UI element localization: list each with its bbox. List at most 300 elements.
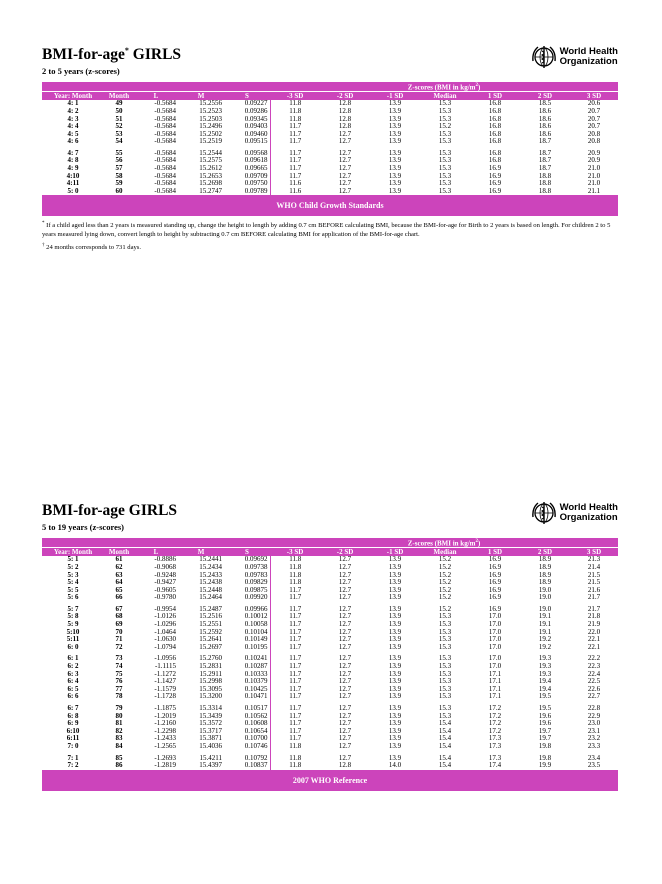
- table-cell: 0.09875: [244, 585, 268, 594]
- table-cell: 15.2487: [199, 604, 222, 613]
- table-cell: 21.5: [587, 570, 601, 579]
- growth-table-page-1: [42, 44, 618, 254]
- table-row: [42, 686, 618, 694]
- table-cell: 6: 9: [67, 719, 79, 728]
- table-row: [42, 556, 618, 564]
- table-cell: -1.1427: [154, 677, 176, 686]
- table-cell: 15.4211: [199, 753, 222, 762]
- table-cell: 23.1: [587, 726, 601, 735]
- table-cell: 16.9: [488, 604, 502, 613]
- table-cell: 13.9: [388, 148, 402, 157]
- table-cell: 78: [115, 692, 123, 701]
- column-header: Median: [420, 548, 470, 557]
- table-cell: 20.9: [587, 156, 601, 165]
- table-cell: 19.4: [538, 677, 552, 686]
- table-cell: 19.3: [538, 654, 552, 663]
- table-cell: 15.3: [438, 704, 452, 713]
- table-cell: 0.10149: [244, 635, 268, 644]
- table-cell: 83: [115, 734, 123, 743]
- title-row: [42, 500, 618, 538]
- table-row: [42, 564, 618, 572]
- column-header: Year: Month: [42, 92, 104, 101]
- table-row: [42, 663, 618, 671]
- column-header: M: [178, 548, 224, 557]
- footnote: [42, 220, 618, 239]
- table-cell: 0.10333: [244, 669, 268, 678]
- who-emblem-icon: [531, 44, 557, 70]
- table-cell: 11.8: [270, 572, 320, 580]
- table-cell: 6: 0: [67, 642, 79, 651]
- table-cell: 12.7: [338, 654, 352, 663]
- table-cell: 19.8: [538, 741, 552, 750]
- table-cell: 73: [115, 654, 123, 663]
- table-cell: 13.9: [388, 642, 402, 651]
- table-cell: 12.7: [338, 753, 352, 762]
- table-row: [42, 138, 618, 146]
- table-row: [42, 636, 618, 644]
- table-cell: 12.7: [338, 627, 352, 636]
- title-suffix: GIRLS: [124, 502, 178, 520]
- table-cell: 11.7: [270, 686, 320, 694]
- table-cell: -1.2160: [154, 719, 176, 728]
- table-cell: 15.2523: [199, 106, 222, 115]
- table-row: [42, 100, 618, 108]
- column-header: Year: Month: [42, 548, 104, 557]
- table-row: [42, 116, 618, 124]
- table-cell: 13.9: [388, 654, 402, 663]
- table-cell: 12.8: [338, 122, 352, 131]
- table-cell: 12.7: [338, 635, 352, 644]
- table-cell: 13.9: [388, 753, 402, 762]
- table-cell: 12.7: [338, 562, 352, 571]
- table-cell: 12.7: [338, 555, 352, 564]
- column-header: L: [134, 92, 178, 101]
- header-spacer: [42, 82, 270, 92]
- table-cell: 77: [115, 684, 123, 693]
- table-cell: 18.6: [538, 114, 552, 123]
- table-cell: 13.9: [388, 612, 402, 621]
- table-cell: 60: [104, 188, 134, 196]
- title-text: BMI-for-age: [42, 46, 125, 64]
- table-cell: -1.2019: [154, 711, 176, 720]
- table-cell: 15.2519: [199, 137, 222, 146]
- table-cell: 62: [115, 562, 123, 571]
- table-cell: 17.0: [488, 642, 502, 651]
- column-header: L: [134, 548, 178, 557]
- table-cell: 13.9: [388, 635, 402, 644]
- table-cell: 13.9: [388, 122, 402, 131]
- column-header: S: [224, 548, 270, 557]
- table-cell: 11.8: [270, 108, 320, 116]
- table-cell: 12.8: [338, 114, 352, 123]
- column-header: Month: [104, 92, 134, 101]
- table-cell: 15.4: [438, 719, 452, 728]
- table-cell: 5: 9: [67, 620, 79, 629]
- table-cell: 15.3: [438, 711, 452, 720]
- table-row: [42, 629, 618, 637]
- table-cell: 15.4: [438, 734, 452, 743]
- table-row: [42, 180, 618, 188]
- table-cell: 12.8: [320, 762, 370, 770]
- table-cell: 0.10792: [244, 753, 268, 762]
- table-cell: 15.3200: [199, 692, 222, 701]
- footnote-text: 24 months corresponds to 731 days.: [44, 243, 142, 251]
- table-cell: 15.3: [420, 188, 470, 196]
- table-cell: 11.7: [270, 587, 320, 595]
- table-cell: -0.5684: [154, 171, 176, 180]
- table-cell: -0.5684: [154, 122, 176, 131]
- table-cell: 85: [115, 753, 123, 762]
- table-cell: 17.4: [470, 762, 520, 770]
- table-cell: 11.7: [270, 173, 320, 181]
- column-header: M: [178, 92, 224, 101]
- table-cell: 15.2697: [199, 642, 222, 651]
- zscore-header-close: ): [477, 83, 481, 92]
- table-cell: 16.8: [488, 137, 502, 146]
- table-cell: 15.2575: [199, 156, 222, 165]
- table-cell: 4: 9: [67, 164, 79, 173]
- table-cell: 16.8: [488, 129, 502, 138]
- table-cell: -1.0464: [154, 627, 176, 636]
- table-cell: 11.7: [270, 728, 320, 736]
- table-cell: 0.09618: [244, 156, 268, 165]
- table-cell: 5: 3: [67, 570, 79, 579]
- table-cell: 4:11: [66, 179, 80, 188]
- table-cell: -1.1272: [154, 669, 176, 678]
- table-cell: 13.9: [388, 555, 402, 564]
- table-cell: 11.7: [270, 720, 320, 728]
- table-cell: 19.2: [538, 642, 552, 651]
- table-cell: 16.9: [470, 188, 520, 196]
- table-cell: 15.2: [438, 578, 452, 587]
- zscore-header-sup: 2: [475, 83, 478, 88]
- page-subtitle: 5 to 19 years (z-scores): [42, 522, 124, 532]
- table-cell: 17.3: [488, 753, 502, 762]
- table-cell: 4: 6: [67, 137, 79, 146]
- table-cell: 16.8: [488, 106, 502, 115]
- table-cell: 15.2448: [199, 585, 222, 594]
- table-cell: 69: [115, 620, 123, 629]
- table-cell: 11.8: [270, 579, 320, 587]
- table-cell: -1.1728: [154, 692, 176, 701]
- table-cell: 13.9: [388, 562, 402, 571]
- table-cell: 79: [115, 704, 123, 713]
- table-cell: 64: [115, 578, 123, 587]
- table-cell: 18.8: [520, 188, 570, 196]
- table-cell: 11.7: [270, 671, 320, 679]
- table-cell: 18.5: [538, 99, 552, 108]
- table-cell: 19.7: [538, 734, 552, 743]
- table-cell: 17.0: [488, 662, 502, 671]
- table-cell: -0.5684: [154, 99, 176, 108]
- table-cell: 15.2760: [199, 654, 222, 663]
- table-cell: 5:11: [66, 635, 80, 644]
- table-cell: 22.5: [587, 677, 601, 686]
- table-cell: 5: 4: [67, 578, 79, 587]
- table-cell: 15.3: [438, 148, 452, 157]
- table-cell: 17.0: [488, 620, 502, 629]
- table-row: [42, 602, 618, 614]
- table-cell: 11.7: [270, 651, 320, 663]
- table-cell: 50: [115, 106, 123, 115]
- table-row: [42, 188, 618, 196]
- table-cell: 17.1: [488, 669, 502, 678]
- table-cell: 0.09920: [244, 593, 268, 602]
- table-cell: 13.9: [388, 669, 402, 678]
- table-cell: 11.8: [270, 762, 320, 770]
- table-cell: 82: [115, 726, 123, 735]
- table-cell: -1.2693: [154, 753, 176, 762]
- table-cell: 15.2612: [199, 164, 222, 173]
- title-footnote-mark: *: [124, 46, 129, 55]
- table-cell: 13.9: [388, 593, 402, 602]
- table-cell: 19.6: [538, 719, 552, 728]
- table-cell: 16.9: [488, 562, 502, 571]
- table-cell: 21.3: [587, 555, 601, 564]
- table-cell: 20.7: [587, 106, 601, 115]
- table-cell: 6: 6: [67, 692, 79, 701]
- table-cell: 23.3: [587, 741, 601, 750]
- table-cell: 18.7: [538, 164, 552, 173]
- table-cell: -1.0630: [154, 635, 176, 644]
- table-cell: 15.2: [438, 593, 452, 602]
- table-cell: 7: 2: [42, 762, 104, 770]
- table-cell: 18.9: [538, 570, 552, 579]
- table-cell: 0.10608: [244, 719, 268, 728]
- table-cell: 0.10517: [244, 704, 268, 713]
- table-row: [42, 651, 618, 663]
- table-cell: 19.8: [538, 753, 552, 762]
- table-cell: 15.4036: [199, 741, 222, 750]
- table-row: [42, 572, 618, 580]
- table-cell: 55: [115, 148, 123, 157]
- table-cell: 0.10700: [244, 734, 268, 743]
- table-cell: 15.2747: [178, 188, 224, 196]
- table-cell: 16.9: [488, 570, 502, 579]
- table-cell: 15.2: [438, 122, 452, 131]
- table-cell: 15.2464: [199, 593, 222, 602]
- table-cell: 49: [115, 99, 123, 108]
- who-logo-text: [560, 47, 618, 67]
- table-cell: 11.7: [270, 678, 320, 686]
- table-cell: -0.5684: [154, 156, 176, 165]
- table-cell: 22.1: [587, 635, 601, 644]
- table-cell: 12.7: [338, 734, 352, 743]
- table-cell: 0.10104: [244, 627, 268, 636]
- zscore-table: [42, 82, 618, 196]
- table-cell: 21.0: [587, 164, 601, 173]
- table-cell: 12.7: [338, 171, 352, 180]
- table-cell: 12.7: [338, 585, 352, 594]
- table-cell: 54: [115, 137, 123, 146]
- table-cell: 6:11: [66, 734, 80, 743]
- table-cell: 15.3: [438, 137, 452, 146]
- table-cell: 70: [115, 627, 123, 636]
- table-cell: 0.09345: [244, 114, 268, 123]
- table-cell: 67: [115, 604, 123, 613]
- table-cell: 15.2911: [199, 669, 222, 678]
- table-cell: 13.9: [388, 578, 402, 587]
- table-cell: 13.9: [388, 164, 402, 173]
- table-cell: -0.5684: [154, 106, 176, 115]
- table-cell: 11.8: [270, 556, 320, 564]
- table-cell: 0.09460: [244, 129, 268, 138]
- table-cell: 15.3: [438, 620, 452, 629]
- table-cell: 6: 4: [67, 677, 79, 686]
- table-cell: 15.3: [438, 635, 452, 644]
- footnote: [42, 242, 618, 253]
- table-cell: 12.7: [338, 604, 352, 613]
- table-cell: 4: 5: [67, 129, 79, 138]
- table-cell: 17.0: [488, 654, 502, 663]
- table-row: [42, 579, 618, 587]
- table-cell: 0.09568: [244, 148, 268, 157]
- table-cell: 5: 1: [67, 555, 79, 564]
- column-header: 1 SD: [470, 548, 520, 557]
- column-header-row: [42, 548, 618, 557]
- table-cell: 23.4: [587, 753, 601, 762]
- table-row: [42, 157, 618, 165]
- table-cell: 13.9: [388, 570, 402, 579]
- table-cell: 15.3: [438, 612, 452, 621]
- table-cell: 21.5: [587, 578, 601, 587]
- table-cell: 13.9: [370, 188, 420, 196]
- table-cell: 23.5: [570, 762, 618, 770]
- table-cell: 18.6: [538, 129, 552, 138]
- table-cell: 15.3: [438, 99, 452, 108]
- table-cell: 13.9: [388, 604, 402, 613]
- table-cell: 6:10: [66, 726, 80, 735]
- table-row: [42, 173, 618, 181]
- table-cell: 52: [115, 122, 123, 131]
- table-cell: 11.7: [270, 123, 320, 131]
- page-title: [42, 502, 177, 520]
- table-cell: 15.3095: [199, 684, 222, 693]
- table-cell: 5: 0: [42, 188, 104, 196]
- table-cell: 13.9: [388, 114, 402, 123]
- table-cell: 12.7: [338, 677, 352, 686]
- table-cell: 19.4: [538, 684, 552, 693]
- table-cell: 53: [115, 129, 123, 138]
- table-cell: 0.09750: [244, 179, 268, 188]
- table-cell: 22.4: [587, 669, 601, 678]
- table-cell: 20.6: [587, 99, 601, 108]
- table-cell: 66: [115, 593, 123, 602]
- table-cell: 11.7: [270, 629, 320, 637]
- table-cell: 7: 0: [67, 741, 79, 750]
- table-cell: 22.7: [587, 692, 601, 701]
- table-cell: -0.9954: [154, 604, 176, 613]
- table-cell: 16.9: [488, 555, 502, 564]
- table-cell: 18.6: [538, 122, 552, 131]
- who-logo-line1: World Health: [559, 46, 618, 57]
- table-cell: 18.9: [538, 578, 552, 587]
- table-cell: 15.2502: [199, 129, 222, 138]
- table-cell: -0.9248: [154, 570, 176, 579]
- table-cell: 21.7: [587, 604, 601, 613]
- table-cell: 11.7: [270, 157, 320, 165]
- table-cell: -0.5684: [154, 129, 176, 138]
- table-cell: 0.09665: [244, 164, 268, 173]
- table-cell: 15.2653: [199, 171, 222, 180]
- table-row: [42, 131, 618, 139]
- table-cell: 21.8: [587, 612, 601, 621]
- table-cell: 15.2: [438, 604, 452, 613]
- table-cell: 59: [115, 179, 123, 188]
- table-cell: 13.9: [388, 137, 402, 146]
- table-cell: 20.7: [587, 114, 601, 123]
- column-header: -1 SD: [370, 92, 420, 101]
- table-cell: 22.8: [587, 704, 601, 713]
- table-cell: 5: 5: [67, 585, 79, 594]
- table-cell: 15.2831: [199, 662, 222, 671]
- table-cell: -1.0296: [154, 620, 176, 629]
- table-cell: 0.09789: [224, 188, 270, 196]
- table-cell: 12.7: [338, 179, 352, 188]
- title-text: BMI-for-age: [42, 502, 125, 520]
- table-cell: 15.2551: [199, 620, 222, 629]
- table-cell: -0.9427: [154, 578, 176, 587]
- table-cell: 16.8: [488, 148, 502, 157]
- table-cell: 19.5: [538, 692, 552, 701]
- table-cell: 84: [115, 741, 123, 750]
- table-cell: 18.9: [538, 562, 552, 571]
- table-footer-band: 2007 WHO Reference: [42, 771, 618, 791]
- table-cell: 13.9: [388, 704, 402, 713]
- table-cell: -0.5684: [154, 114, 176, 123]
- table-cell: 13.9: [388, 726, 402, 735]
- table-cell: 5: 2: [67, 562, 79, 571]
- table-row: [42, 165, 618, 173]
- table-cell: 21.7: [587, 593, 601, 602]
- table-cell: -1.1579: [154, 684, 176, 693]
- column-header: -3 SD: [270, 548, 320, 557]
- table-cell: 6: 1: [67, 654, 79, 663]
- table-cell: 12.7: [338, 662, 352, 671]
- table-cell: 21.9: [587, 620, 601, 629]
- table-cell: 4: 1: [67, 99, 79, 108]
- table-cell: 15.3: [438, 164, 452, 173]
- table-cell: 12.7: [338, 684, 352, 693]
- table-cell: 0.09829: [244, 578, 268, 587]
- zscore-header-text: Z-scores (BMI in kg/m: [407, 539, 476, 548]
- who-logo: [531, 44, 618, 70]
- table-cell: 15.2441: [199, 555, 222, 564]
- table-cell: -0.8886: [154, 555, 176, 564]
- footnotes: [42, 220, 618, 252]
- table-cell: 0.09966: [244, 604, 268, 613]
- table-cell: 12.7: [338, 129, 352, 138]
- table-cell: 12.7: [338, 669, 352, 678]
- table-cell: 11.7: [270, 636, 320, 644]
- table-cell: 13.9: [388, 719, 402, 728]
- table-row: [42, 644, 618, 652]
- table-cell: 7: 1: [67, 753, 79, 762]
- table-cell: 20.7: [587, 122, 601, 131]
- table-cell: 15.3314: [199, 704, 222, 713]
- table-cell: 11.7: [270, 165, 320, 173]
- table-cell: 15.3572: [199, 719, 222, 728]
- table-cell: 6: 5: [67, 684, 79, 693]
- who-logo-line1: World Health: [559, 502, 618, 513]
- table-cell: -1.1115: [154, 662, 176, 671]
- table-cell: 12.7: [338, 741, 352, 750]
- zscore-header-row: [42, 538, 618, 548]
- table-row: [42, 587, 618, 595]
- table-cell: 15.4: [420, 762, 470, 770]
- table-row: [42, 146, 618, 158]
- table-cell: -1.2298: [154, 726, 176, 735]
